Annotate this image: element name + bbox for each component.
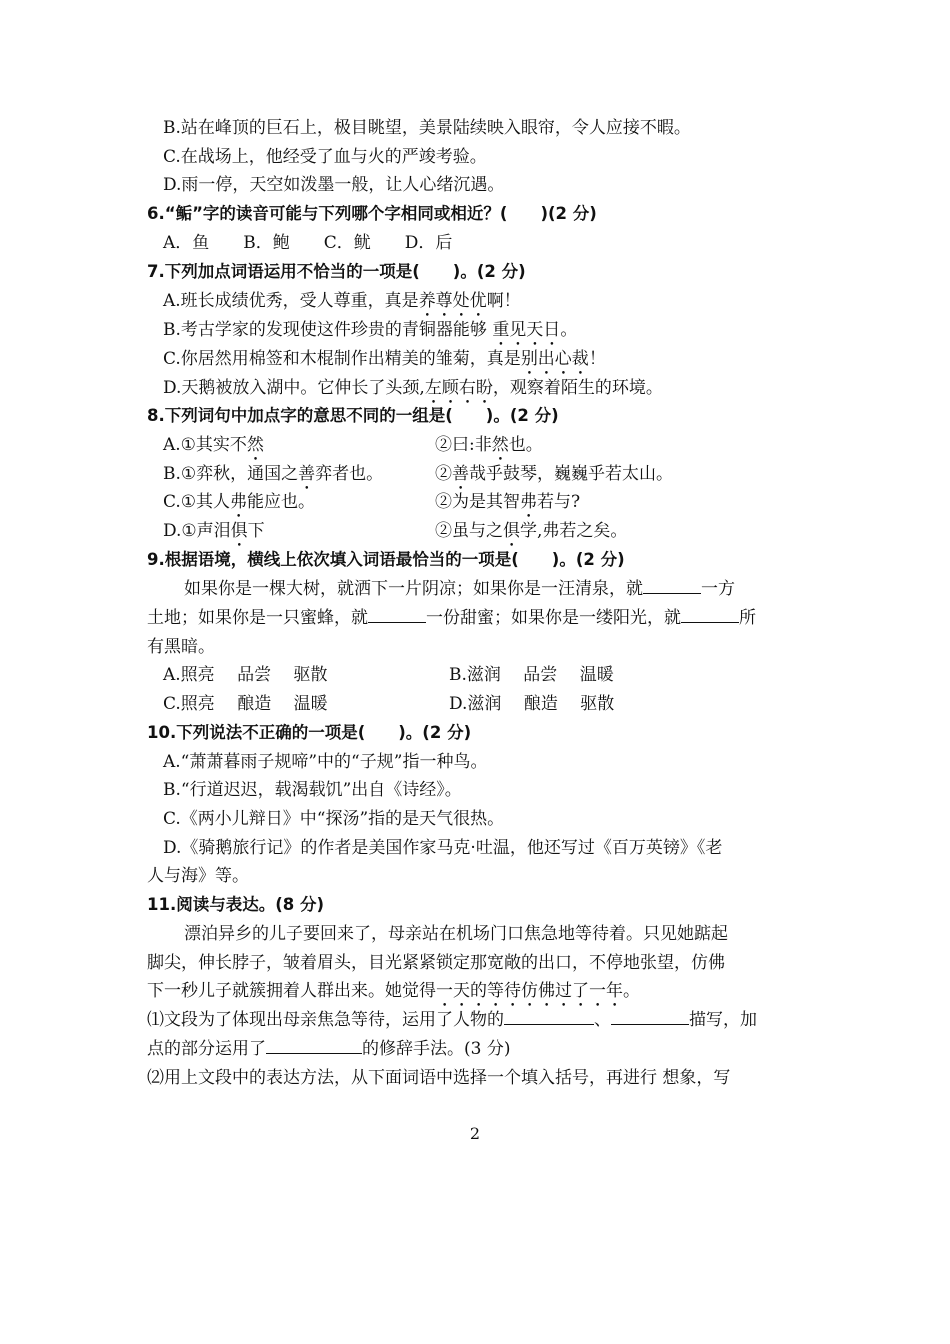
question-9: 9.根据语境，横线上依次填入词语最恰当的一项是( )。(2 分) xyxy=(147,550,625,569)
q7c-dotted: 别出心裁 xyxy=(520,349,589,369)
q8b2-dotted: 善 xyxy=(452,464,469,484)
blank-5[interactable] xyxy=(611,1008,689,1025)
q8-option-c-2 xyxy=(435,489,580,515)
q8a1-dotted: 然 xyxy=(246,435,264,455)
question-8: 8.下列词句中加点字的意思不同的一组是( )。(2 分) xyxy=(147,406,559,425)
q11s2-end: 的修辞手法。(3 分) xyxy=(362,1039,511,1059)
q11s1-text: ⑴文段为了体现出母亲焦急等待，运用了人物的 xyxy=(147,1010,504,1030)
q8-option-b-2 xyxy=(435,461,673,487)
q9-passage-line-3: 有黑暗。 xyxy=(147,637,215,657)
q8b2-text: ② xyxy=(435,464,452,484)
q8c1-text: C.①其人 xyxy=(163,492,231,512)
q9p1-end: 一方 xyxy=(701,579,735,599)
page-number: 2 xyxy=(469,1124,481,1143)
q11-passage-line-1: 漂泊异乡的儿子要回来了，母亲站在机场门口焦急地等待着。只见她踮起 xyxy=(184,924,728,944)
question-6: 6.“鲘”字的读音可能与下列哪个字相同或相近？( )(2 分) xyxy=(147,204,597,223)
q8a2-dotted: 然 xyxy=(491,435,509,455)
q7-option-c xyxy=(163,346,606,372)
q11s1-end: 描写，加 xyxy=(689,1010,757,1030)
blank-1[interactable] xyxy=(643,577,701,594)
q11p3-dotted: 一天的等待仿佛过了一年 xyxy=(436,981,623,1001)
blank-3[interactable] xyxy=(681,606,739,623)
q5-option-c: C.在战场上，他经受了血与火的严竣考验。 xyxy=(163,147,487,167)
q8c1-end: 能应也。 xyxy=(247,492,316,512)
q10-option-c: C.《两小儿辩日》中“探汤”指的是天气很热。 xyxy=(163,809,505,829)
q10-option-d-cont: 人与海》等。 xyxy=(147,866,249,886)
q8c1-dotted: 弗 xyxy=(230,492,248,512)
q7b-end: 。 xyxy=(560,320,578,340)
question-7: 7.下列加点词语运用不恰当的一项是( )。(2 分) xyxy=(147,262,526,281)
q8-option-a-1 xyxy=(163,432,264,458)
q8b1-end: 弈者也。 xyxy=(315,464,384,484)
q8c2-end: 若与? xyxy=(537,492,581,512)
q9p2-text: 土地；如果你是一只蜜蜂，就 xyxy=(147,608,368,628)
q5-option-d: D.雨一停，天空如泼墨一般，让人心绪沉遇。 xyxy=(163,175,505,195)
q8a2-end: 也。 xyxy=(508,435,543,455)
q8d1-dotted: 俱 xyxy=(230,521,248,541)
q8b2-end: 哉乎鼓琴，巍巍乎若太山。 xyxy=(469,464,673,484)
q11-sub1-line-1 xyxy=(147,1007,757,1033)
blank-6[interactable] xyxy=(266,1037,362,1054)
q10-option-a: A.“萧萧暮雨子规啼”中的“子规”指一种鸟。 xyxy=(163,752,488,772)
q11-passage-line-2: 脚尖，伸长脖子，皱着眉头，目光紧紧锁定那宽敞的出口，不停地张望，仿佛 xyxy=(147,953,725,973)
q7d-dotted: 左顾右盼 xyxy=(424,378,493,398)
q8d2-text: ②虽与之 xyxy=(435,521,503,541)
q8-option-a-2 xyxy=(435,432,543,458)
q8d2-dotted: 俱 xyxy=(503,521,520,541)
q9-passage-line-1 xyxy=(184,576,735,602)
q7b-dotted: 重见天日 xyxy=(492,320,561,340)
q11-sub1-line-2 xyxy=(147,1036,510,1062)
q11-passage-line-3 xyxy=(147,978,640,1004)
q7-option-a xyxy=(163,288,521,314)
q8c2-dotted: 弗 xyxy=(520,492,537,512)
q8d2-end: 学,弗若之矣。 xyxy=(520,521,628,541)
q8d1-text: D.①声泪 xyxy=(163,521,231,541)
q8-option-d-1 xyxy=(163,518,265,544)
question-10: 10.下列说法不正确的一项是( )。(2 分) xyxy=(147,723,472,742)
q9-option-c: C.照亮 酿造 温暖 xyxy=(163,694,328,714)
q7d-text: D.天鹅被放入湖中。它伸长了头颈, xyxy=(163,378,425,398)
q7a-dotted: 养尊处优 xyxy=(418,291,487,311)
q7c-end: ！ xyxy=(588,349,606,369)
q5-option-b: B.站在峰顶的巨石上，极目眺望，美景陆续映入眼帘，令人应接不暇。 xyxy=(163,118,691,138)
q8a1-text: A.①其实不 xyxy=(163,435,247,455)
q7b-text: B.考古学家的发现使这件珍贵的青铜器能够 xyxy=(163,320,493,340)
q11-sub2-line-1: ⑵用上文段中的表达方法，从下面词语中选择一个填入括号，再进行 想象，写 xyxy=(147,1068,731,1088)
q8-option-c-1 xyxy=(163,489,315,515)
q7c-text: C.你居然用棉签和木棍制作出精美的雏菊，真是 xyxy=(163,349,521,369)
q9-passage-line-2 xyxy=(147,605,756,631)
q8-option-d-2 xyxy=(435,518,627,544)
q11s1-sep: 、 xyxy=(594,1010,611,1030)
q9p1-text: 如果你是一棵大树，就洒下一片阴凉；如果你是一汪清泉，就 xyxy=(184,579,643,599)
q7a-end: 啊！ xyxy=(486,291,521,311)
q11p3-end: 。 xyxy=(623,981,640,1001)
q10-option-d: D.《骑鹅旅行记》的作者是美国作家马克·吐温，他还写过《百万英镑》《老 xyxy=(163,838,723,858)
q8b1-dotted: 善 xyxy=(298,464,316,484)
blank-2[interactable] xyxy=(368,606,426,623)
q8b1-text: B.①弈秋，通国之 xyxy=(163,464,299,484)
q11s2-text: 点的部分运用了 xyxy=(147,1039,266,1059)
q7-option-b xyxy=(163,317,577,343)
q9-option-b: B.滋润 品尝 温暖 xyxy=(449,665,614,685)
q8d1-end: 下 xyxy=(247,521,265,541)
blank-4[interactable] xyxy=(504,1008,594,1025)
q9-option-a: A.照亮 品尝 驱散 xyxy=(163,665,328,685)
q7a-text: A.班长成绩优秀，受人尊重，真是 xyxy=(163,291,419,311)
q7d-end: ，观察着陌生的环境。 xyxy=(492,378,663,398)
q7-option-d xyxy=(163,375,663,401)
q11p3-text: 下一秒儿子就簇拥着人群出来。她觉得 xyxy=(147,981,436,1001)
q8c2-text: ②为是其智 xyxy=(435,492,520,512)
q8a2-text: ②曰:非 xyxy=(435,435,492,455)
question-11: 11.阅读与表达。(8 分) xyxy=(147,895,325,914)
q10-option-b: B.“行道迟迟，载渴载饥”出自《诗经》。 xyxy=(163,780,462,800)
q6-options: A．鱼 B．鲍 C．鱿 D．后 xyxy=(163,233,453,253)
q9-option-d: D.滋润 酿造 驱散 xyxy=(449,694,615,714)
q8-option-b-1 xyxy=(163,461,383,487)
q9p2-mid: 一份甜蜜；如果你是一缕阳光，就 xyxy=(426,608,681,628)
q9p2-end: 所 xyxy=(739,608,756,628)
